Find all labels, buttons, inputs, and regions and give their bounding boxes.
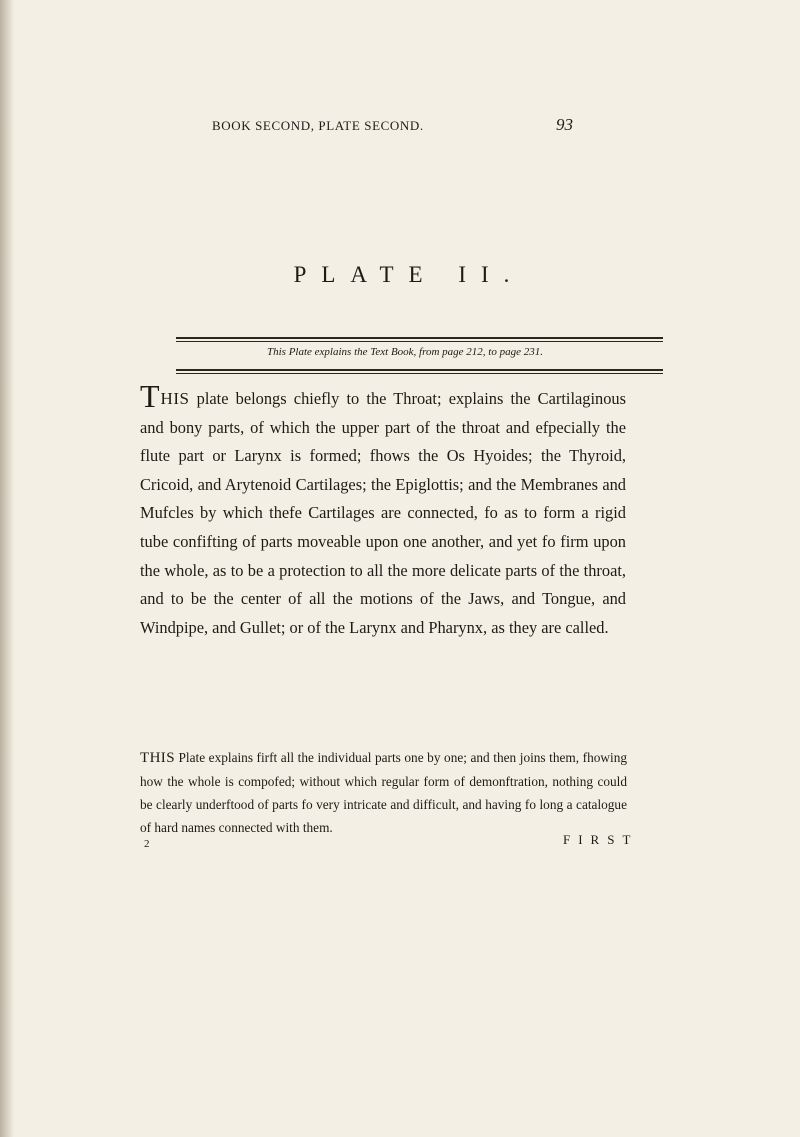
bottom-rule-thick <box>176 369 663 371</box>
binding-edge <box>0 0 14 1137</box>
second-paragraph-text: Plate explains firft all the individual parts one by one; and then joins them, fhowing how the whole is compofed; without which regular form of demonftration, nothing could be clearly underftood of parts fo very intricate and difficult, and having fo long a catalogue of hard names connected with them. <box>140 750 627 835</box>
lead-word: HIS <box>160 389 190 408</box>
plate-title: PLATE II. <box>293 262 525 287</box>
top-rule-thin <box>176 341 663 342</box>
running-head <box>0 115 800 138</box>
second-paragraph <box>140 746 627 839</box>
running-title: BOOK SECOND, PLATE SECOND. <box>212 118 424 133</box>
catchword: FIRST <box>563 832 639 847</box>
main-paragraph <box>140 378 626 642</box>
main-paragraph-text: plate belongs chiefly to the Throat; explains the Cartilaginous and bony parts, of which the upper part of the throat and efpecially the flute part or Larynx is formed; fhows the Os Hyoides; the Thyroid, Cricoid, and Arytenoid Cartilages; the Epiglottis; and the Membranes and Mufcles by which thefe Cartilages are connected, fo as to form a rigid tube confifting of parts moveable upon one another, and yet fo firm upon the whole, as to be a protection to all the more delicate parts of the throat, and to be the center of all the motions of the Jaws, and Tongue, and Windpipe, and Gullet; or of the Larynx and Pharynx, as they are called. <box>140 389 626 637</box>
signature-mark: 2 <box>144 838 150 850</box>
page-number: 93 <box>556 115 573 134</box>
top-rule-thick <box>176 337 663 339</box>
drop-cap: T <box>140 378 160 414</box>
second-lead-word: THIS <box>140 750 175 766</box>
plate-note: This Plate explains the Text Book, from page 212, to page 231. <box>267 346 543 358</box>
bottom-rule-thin <box>176 373 663 374</box>
